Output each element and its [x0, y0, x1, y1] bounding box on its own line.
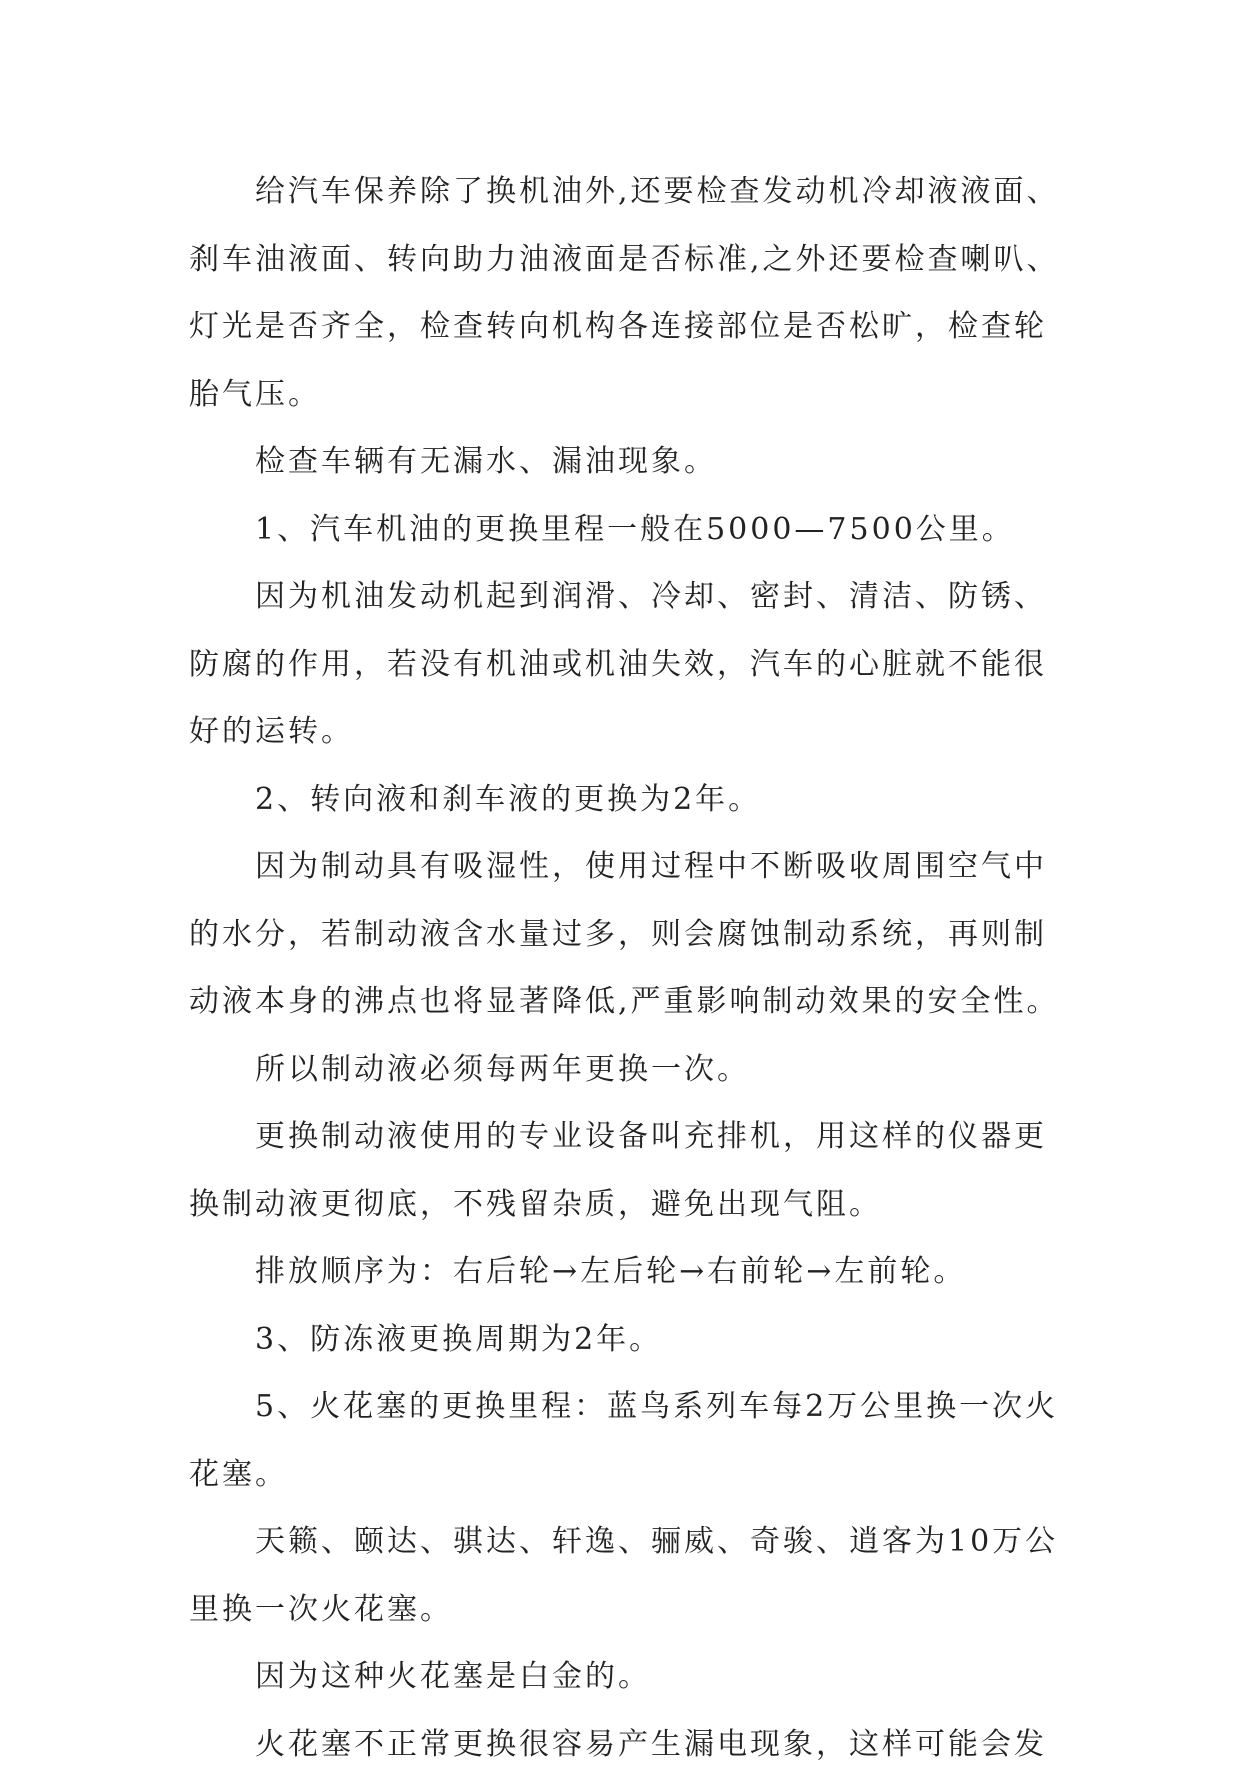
- paragraph-brake-fluid-replace: 所以制动液必须每两年更换一次。: [189, 1036, 1069, 1104]
- paragraph-equipment: 更换制动液使用的专业设备叫充排机，用这样的仪器更换制动液更彻底，不残留杂质，避免出现气阻。: [189, 1103, 1069, 1238]
- document-body: [189, 158, 1069, 1778]
- paragraph-spark-plug-models: 天籁、颐达、骐达、轩逸、骊威、奇骏、逍客为10万公里换一次火花塞。: [189, 1508, 1069, 1643]
- paragraph-antifreeze-interval: 3、防冻液更换周期为2年。: [189, 1306, 1069, 1374]
- paragraph-leak-check: 检查车辆有无漏水、漏油现象。: [189, 428, 1069, 496]
- paragraph-oil-interval: 1、汽车机油的更换里程一般在5000—7500公里。: [189, 496, 1069, 564]
- paragraph-oil-reason: 因为机油发动机起到润滑、冷却、密封、清洁、防锈、防腐的作用，若没有机油或机油失效，汽车的心脏就不能很好的运转。: [189, 563, 1069, 766]
- paragraph-drain-order: 排放顺序为：右后轮→左后轮→右前轮→左前轮。: [189, 1238, 1069, 1306]
- paragraph-spark-plug-interval: 5、火花塞的更换里程：蓝鸟系列车每2万公里换一次火花塞。: [189, 1373, 1069, 1508]
- paragraph-brake-fluid-reason: 因为制动具有吸湿性，使用过程中不断吸收周围空气中的水分，若制动液含水量过多，则会腐蚀制动系统，再则制动液本身的沸点也将显著降低,严重影响制动效果的安全性。: [189, 833, 1069, 1036]
- paragraph-fluid-interval: 2、转向液和刹车液的更换为2年。: [189, 766, 1069, 834]
- paragraph-spark-plug-platinum: 因为这种火花塞是白金的。: [189, 1643, 1069, 1711]
- paragraph-maintenance-checks: 给汽车保养除了换机油外,还要检查发动机冷却液液面、刹车油液面、转向助力油液面是否标准,之外还要检查喇叭、灯光是否齐全，检查转向机构各连接部位是否松旷，检查轮胎气压。: [189, 158, 1069, 428]
- paragraph-spark-plug-leak: 火花塞不正常更换很容易产生漏电现象，这样可能会发: [189, 1711, 1069, 1778]
